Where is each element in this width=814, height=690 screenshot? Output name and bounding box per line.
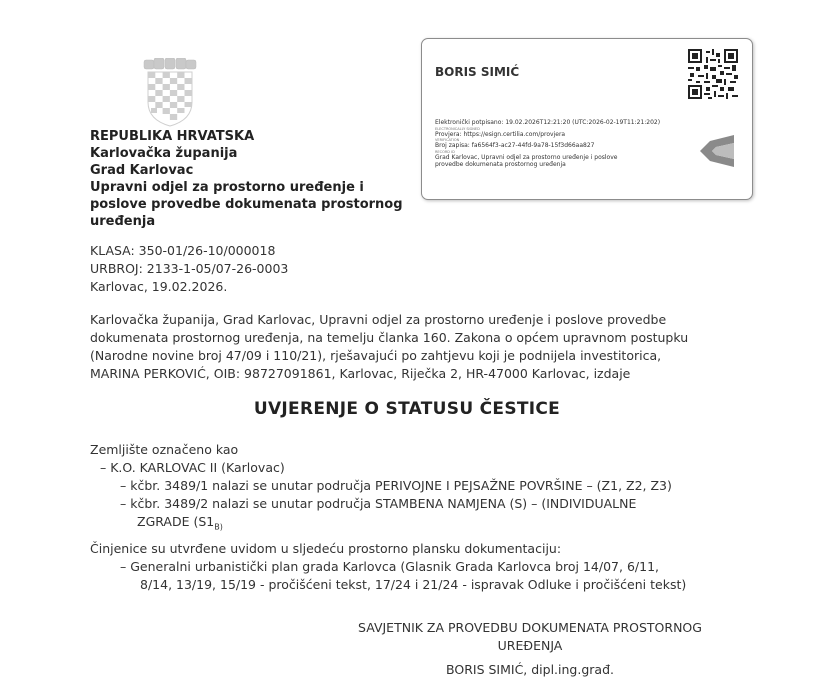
cadastral-municipality: – K.O. KARLOVAC II (Karlovac)	[100, 460, 285, 475]
issuer-dept-line1: Upravni odjel za prostorno uređenje i	[90, 180, 364, 195]
certilia-logo-icon	[692, 127, 740, 175]
issuer-city: Grad Karlovac	[90, 163, 194, 178]
parcel-item-2-text: ZGRADE (S1	[137, 514, 215, 529]
urbroj: URBROJ: 2133-1-05/07-26-0003	[90, 261, 289, 276]
issuer-country: REPUBLIKA HRVATSKA	[90, 129, 255, 144]
intro-line: MARINA PERKOVIĆ, OIB: 98727091861, Karlovac, Riječka 2, HR-47000 Karlovac, izdaje	[90, 366, 631, 381]
parcel-item-2-sub: B)	[214, 522, 223, 532]
plan-item-line2: 8/14, 13/19, 15/19 - pročišćeni tekst, 17/24 i 21/24 - ispravak Odluke i pročišćeni tekst)	[140, 576, 687, 592]
stamp-signed-small: ELECTRONICALLY SIGNED	[435, 126, 480, 131]
plan-item-line1: – Generalni urbanistički plan grada Karlovca (Glasnik Grada Karlovca broj 14/07, 6/11,	[120, 558, 659, 574]
stamp-verify-small: VERIFICATION	[435, 138, 460, 142]
intro-paragraph	[90, 311, 750, 383]
coat-of-arms-icon	[142, 58, 198, 128]
intro-line: Karlovačka županija, Grad Karlovac, Upravni odjel za prostorno uređenje i poslove provedbe	[90, 312, 667, 327]
land-label: Zemljište označeno kao	[90, 442, 239, 457]
stamp-verify-line: Provjera: https://esign.certilia.com/provjera	[435, 130, 566, 138]
esignature-stamp	[421, 38, 753, 200]
parcel-item-2-cont	[137, 513, 770, 537]
issuer-county: Karlovačka županija	[90, 146, 238, 161]
parcel-item-2: – kčbr. 3489/2 nalazi se unutar područja STAMBENA NAMJENA (S) – (INDIVIDUALNE	[120, 496, 637, 511]
signer-name: BORIS SIMIĆ, dipl.ing.građ.	[446, 662, 614, 677]
issuer-block	[90, 128, 420, 230]
place-date: Karlovac, 19.02.2026.	[90, 279, 228, 294]
stamp-record-line: Broj zapisa: fa6564f3-ac27-44fd-9a78-15f3d66aa827	[435, 142, 595, 149]
stamp-org-line1: Grad Karlovac, Upravni odjel za prostorno uređenje i poslove	[435, 153, 618, 161]
signature-block	[330, 619, 730, 679]
intro-line: dokumenata prostornog uređenja, na temelju članka 160. Zakona o općem upravnom postupku	[90, 330, 689, 345]
stamp-org-line2: provedbe dokumenata prostornog uređenja	[435, 161, 566, 168]
document-title: UVJERENJE O STATUSU ČESTICE	[253, 399, 561, 419]
reference-block	[90, 242, 288, 296]
signer-role-line2: UREĐENJA	[497, 638, 563, 653]
stamp-record-small: RECORD ID	[435, 149, 455, 154]
signer-role-line1: SAVJETNIK ZA PROVEDBU DOKUMENATA PROSTORNOG	[358, 620, 702, 635]
qr-code-icon	[688, 49, 738, 99]
facts-label: Činjenice su utvrđene uvidom u sljedeću prostorno plansku dokumentaciju:	[90, 540, 562, 556]
intro-line: (Narodne novine broj 47/09 i 110/21), rješavajući po zahtjevu koji je podnijela investitorica,	[90, 348, 662, 363]
issuer-dept-line3: uređenja	[90, 214, 156, 229]
klasa: KLASA: 350-01/26-10/000018	[90, 243, 276, 258]
stamp-details	[435, 119, 695, 169]
document-body	[90, 441, 770, 594]
parcel-item-1: – kčbr. 3489/1 nalazi se unutar područja PERIVOJNE I PEJSAŽNE POVRŠINE – (Z1, Z2, Z3)	[120, 478, 672, 493]
stamp-signer-name: BORIS SIMIĆ	[435, 65, 520, 79]
stamp-signed-line: Elektronički potpisano: 19.02.2026T12:21:20 (UTC:2026-02-19T11:21:202)	[435, 119, 661, 126]
issuer-dept-line2: poslove provedbe dokumenata prostornog	[90, 197, 403, 212]
